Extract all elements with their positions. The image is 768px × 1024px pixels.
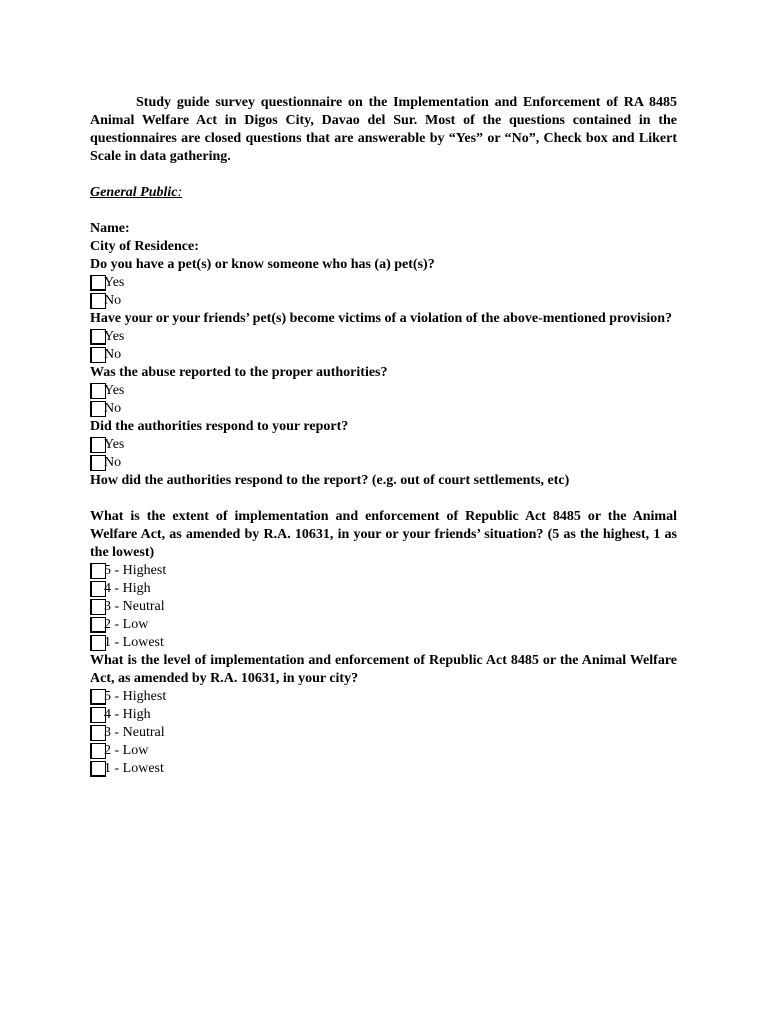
option-label: 3 - Neutral (104, 599, 165, 614)
section-title (90, 184, 677, 202)
option-label: 1 - Lowest (104, 761, 164, 776)
question-4: Did the authorities respond to your report? (90, 419, 349, 434)
q3-option-yes[interactable] (90, 382, 677, 400)
q3-option-no[interactable] (90, 400, 677, 418)
city-label: City of Residence: (90, 239, 199, 254)
option-label: 2 - Low (104, 743, 149, 758)
q7-option-2[interactable] (90, 742, 677, 760)
question-5: How did the authorities respond to the report? (e.g. out of court settlements, etc) (90, 473, 570, 488)
option-label: 5 - Highest (104, 563, 167, 578)
respondent-fields (90, 220, 677, 256)
section-title-colon: : (177, 185, 183, 200)
q1-option-yes[interactable] (90, 274, 677, 292)
q4-option-yes[interactable] (90, 436, 677, 454)
q7-option-4[interactable] (90, 706, 677, 724)
name-label: Name: (90, 221, 130, 236)
option-label: No (104, 455, 122, 470)
q6-option-2[interactable] (90, 616, 677, 634)
q7-option-1[interactable] (90, 760, 677, 778)
option-label: Yes (104, 437, 125, 452)
option-label: 3 - Neutral (104, 725, 165, 740)
option-label: No (104, 293, 122, 308)
option-label: 5 - Highest (104, 689, 167, 704)
q7-option-3[interactable] (90, 724, 677, 742)
questionnaire (90, 94, 677, 778)
option-label: Yes (104, 329, 125, 344)
q6-option-4[interactable] (90, 580, 677, 598)
option-label: 2 - Low (104, 617, 149, 632)
question-7: What is the level of implementation and enforcement of Republic Act 8485 or the Animal Welfare Act, as amended by R.A. 10631, in your city? (90, 653, 677, 686)
intro-paragraph: Study guide survey questionnaire on the Implementation and Enforcement of RA 8485 Animal Welfare Act in Digos City, Davao del Sur. Most of the questions contained in the questionnaires are closed questions that are answerable by “Yes” or “No”, Check box and Likert Scale in data gathering. (90, 95, 677, 164)
q2-option-yes[interactable] (90, 328, 677, 346)
spacer (90, 490, 677, 508)
option-label: Yes (104, 383, 125, 398)
q7-option-5[interactable] (90, 688, 677, 706)
q1-option-no[interactable] (90, 292, 677, 310)
q4-option-no[interactable] (90, 454, 677, 472)
section-title-text: General Public (90, 185, 178, 200)
q6-option-1[interactable] (90, 634, 677, 652)
option-label: 4 - High (104, 581, 151, 596)
option-label: No (104, 401, 122, 416)
option-label: 1 - Lowest (104, 635, 164, 650)
q2-option-no[interactable] (90, 346, 677, 364)
option-label: Yes (104, 275, 125, 290)
question-2: Have your or your friends’ pet(s) become victims of a violation of the above-mentioned provision? (90, 311, 672, 326)
question-3: Was the abuse reported to the proper authorities? (90, 365, 388, 380)
question-1: Do you have a pet(s) or know someone who has (a) pet(s)? (90, 257, 435, 272)
option-label: 4 - High (104, 707, 151, 722)
option-label: No (104, 347, 122, 362)
q6-option-3[interactable] (90, 598, 677, 616)
question-6: What is the extent of implementation and enforcement of Republic Act 8485 or the Animal Welfare Act, as amended by R.A. 10631, in your or your friends’ situation? (5 as the highest, 1 as the lowest) (90, 509, 677, 560)
q6-option-5[interactable] (90, 562, 677, 580)
